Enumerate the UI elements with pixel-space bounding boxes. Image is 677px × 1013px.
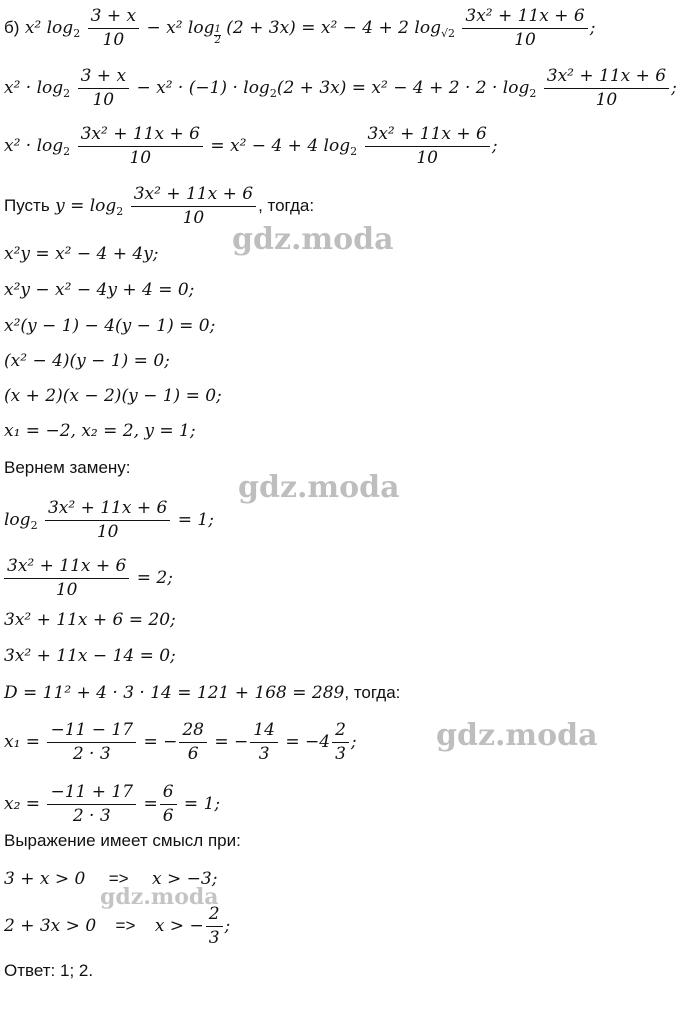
numerator: 6 — [160, 784, 177, 805]
term: x² log — [24, 18, 74, 38]
word-togda: , тогда: — [344, 683, 401, 702]
numerator: 3x² + 11x + 6 — [365, 126, 490, 147]
discriminant-line — [4, 684, 400, 702]
denominator: 10 — [416, 148, 438, 168]
equation-line-15: 3x² + 11x − 14 = 0; — [4, 646, 176, 666]
numerator: 1 — [214, 23, 221, 35]
denominator: 10 — [96, 522, 119, 542]
term: 3 + x > 0 — [4, 869, 86, 889]
numerator: 3x² + 11x + 6 — [131, 186, 256, 207]
punct: ; — [589, 18, 596, 38]
term: x² · log — [4, 136, 64, 156]
watermark-logo: gdz.moda — [232, 222, 394, 257]
term: y = log — [55, 196, 117, 216]
implies-arrow: => — [115, 916, 136, 935]
equation-line-1 — [4, 8, 595, 49]
fraction — [365, 126, 490, 167]
punct: ; — [491, 136, 498, 156]
word-pust: Пусть — [4, 196, 50, 215]
denominator: 3 — [335, 744, 346, 764]
term: − x² · (−1) · log — [136, 78, 270, 98]
fraction — [462, 8, 587, 49]
fraction — [131, 186, 256, 227]
fraction — [47, 784, 136, 825]
numerator: 28 — [179, 722, 207, 743]
numerator: 3x² + 11x + 6 — [4, 558, 129, 579]
log-base: 2 — [116, 205, 124, 218]
equation-line-5: x²y = x² − 4 + 4y; — [4, 244, 159, 264]
numerator: −11 + 17 — [47, 784, 136, 805]
term: x₂ = — [4, 794, 41, 814]
denominator: 10 — [182, 208, 205, 228]
log-base: √2 — [440, 27, 455, 40]
term: log — [4, 510, 31, 530]
log-base: 2 — [63, 145, 71, 158]
numerator: 3x² + 11x + 6 — [78, 126, 203, 147]
root-x2-line — [4, 784, 220, 825]
denominator: 10 — [514, 30, 536, 50]
fraction — [332, 722, 349, 763]
fraction — [250, 722, 278, 763]
log-base: 2 — [30, 519, 38, 532]
watermark-logo: gdz.moda — [436, 718, 598, 753]
log-base: 2 — [269, 87, 277, 100]
term: x > −3; — [152, 869, 218, 889]
answer-label: Ответ: — [4, 961, 56, 980]
numerator: 2 — [332, 722, 349, 743]
term: = −4 — [285, 732, 331, 752]
term: = 1; — [183, 794, 221, 814]
fraction — [78, 126, 203, 167]
fraction — [4, 558, 129, 599]
denominator: 10 — [102, 30, 125, 50]
fraction — [78, 68, 129, 109]
numerator: 3x² + 11x + 6 — [544, 68, 669, 89]
punct: ; — [350, 732, 357, 752]
numerator: −11 − 17 — [47, 722, 136, 743]
numerator: 14 — [250, 722, 278, 743]
equation-line-14: 3x² + 11x + 6 = 20; — [4, 610, 176, 630]
equation-line-8: (x² − 4)(y − 1) = 0; — [4, 351, 170, 371]
answer-line — [4, 962, 93, 979]
fraction — [88, 8, 139, 49]
numerator: 3 + x — [78, 68, 129, 89]
term: = 2; — [136, 568, 173, 588]
numerator: 3x² + 11x + 6 — [45, 500, 170, 521]
term: − x² log — [146, 18, 215, 38]
word-togda: , тогда: — [258, 196, 315, 215]
item-label: б) — [4, 18, 20, 37]
watermark-logo: gdz.moda — [238, 470, 400, 505]
term: = 1; — [177, 510, 214, 530]
equation-line-3 — [4, 126, 498, 167]
log-base: 2 — [63, 87, 71, 100]
equation-line-9: (x + 2)(x − 2)(y − 1) = 0; — [4, 386, 222, 406]
domain-condition-2 — [4, 906, 230, 947]
term: x² · log — [4, 78, 64, 98]
back-substitution-heading: Вернем замену: — [4, 458, 131, 477]
equation-line-6: x²y − x² − 4y + 4 = 0; — [4, 280, 195, 300]
answer-value: 1; 2. — [59, 961, 94, 980]
term: = − — [143, 732, 178, 752]
root-x1-line — [4, 722, 357, 763]
fraction — [179, 722, 207, 763]
fraction — [160, 784, 177, 825]
equation-line-13 — [4, 558, 173, 599]
denominator: 10 — [55, 580, 78, 600]
numerator: 3x² + 11x + 6 — [462, 8, 587, 29]
denominator: 2 · 3 — [72, 806, 111, 826]
domain-heading: Выражение имеет смысл при: — [4, 831, 241, 850]
equation-line-12 — [4, 500, 214, 541]
punct: ; — [671, 78, 677, 98]
fraction — [544, 68, 669, 109]
log-base-fraction — [214, 25, 220, 47]
log-base: 2 — [529, 87, 537, 100]
term: x > − — [154, 916, 204, 936]
denominator: 10 — [129, 148, 152, 168]
log-base: 2 — [350, 145, 358, 158]
denominator: 6 — [187, 744, 199, 764]
term: 2 + 3x > 0 — [4, 916, 97, 936]
term: = − — [214, 732, 249, 752]
punct: ; — [224, 916, 231, 936]
implies-arrow: => — [108, 869, 129, 888]
term: (2 + 3x) = x² − 4 + 2 log — [226, 18, 441, 38]
denominator: 2 — [214, 35, 221, 46]
denominator: 3 — [258, 744, 270, 764]
denominator: 10 — [595, 90, 618, 110]
numerator: 3 + x — [88, 8, 139, 29]
term: D = 11² + 4 · 3 · 14 = 121 + 168 = 289 — [4, 683, 345, 703]
term: = x² − 4 + 4 log — [210, 136, 351, 156]
fraction — [47, 722, 136, 763]
equation-line-2 — [4, 68, 677, 109]
fraction — [206, 906, 223, 947]
denominator: 3 — [208, 928, 220, 948]
fraction — [45, 500, 170, 541]
equation-line-7: x²(y − 1) − 4(y − 1) = 0; — [4, 316, 216, 336]
roots-line: x₁ = −2, x₂ = 2, y = 1; — [4, 421, 196, 441]
denominator: 2 · 3 — [72, 744, 111, 764]
term: (2 + 3x) = x² − 4 + 2 · 2 · log — [276, 78, 530, 98]
substitution-line — [4, 186, 314, 227]
log-base: 2 — [73, 27, 81, 40]
term: = — [143, 794, 158, 814]
watermark-logo: gdz.moda — [100, 884, 219, 910]
term: x₁ = — [4, 732, 41, 752]
denominator: 6 — [162, 806, 174, 826]
numerator: 2 — [206, 906, 223, 927]
denominator: 10 — [92, 90, 115, 110]
